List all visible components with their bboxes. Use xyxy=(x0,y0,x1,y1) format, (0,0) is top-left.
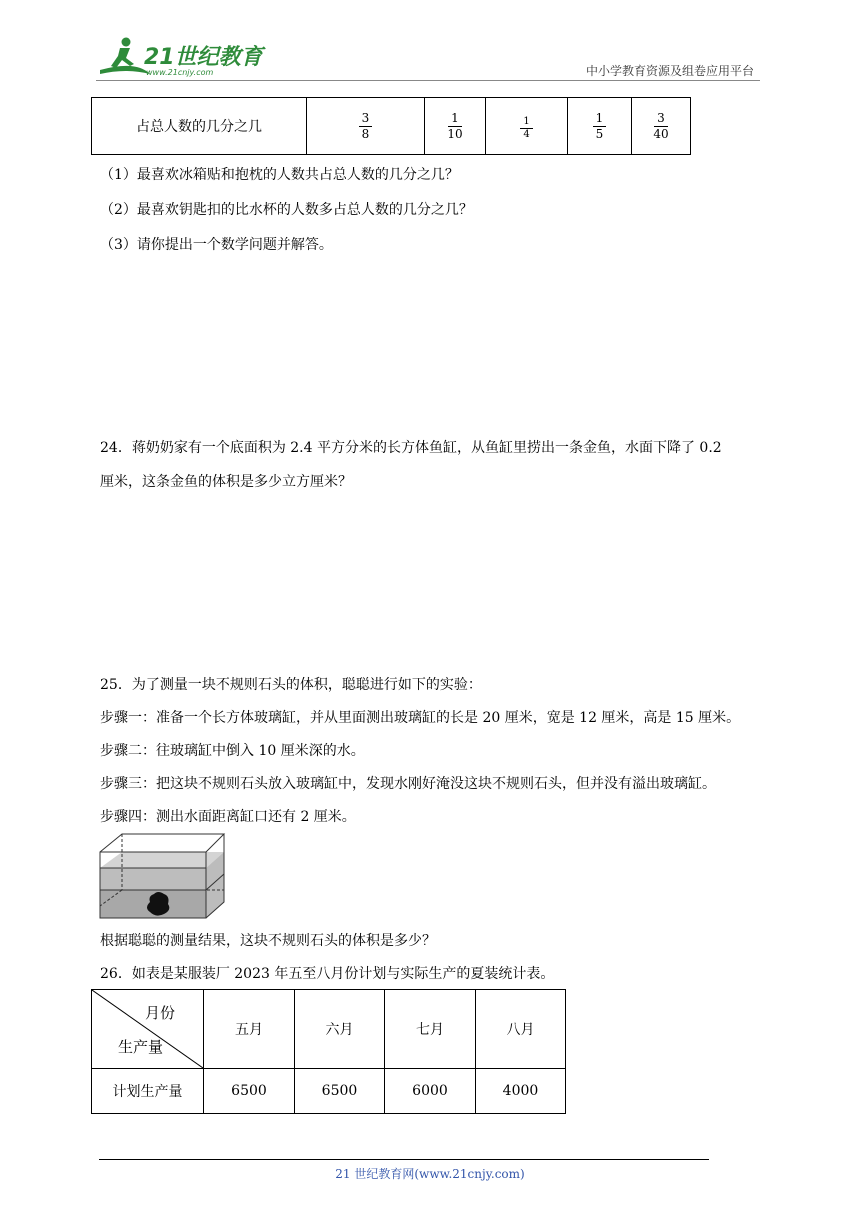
month-header: 七月 xyxy=(385,990,476,1069)
header-divider xyxy=(96,80,760,81)
fraction-table xyxy=(91,97,691,155)
q25-question: 根据聪聪的测量结果，这块不规则石头的体积是多少？ xyxy=(100,933,436,949)
fraction-cell: $\frac{3}{40}$ xyxy=(632,98,691,155)
corner-header-cell xyxy=(92,990,204,1069)
month-header: 八月 xyxy=(476,990,566,1069)
table-row xyxy=(92,98,691,155)
logo-url: www.21cnjy.com xyxy=(146,68,214,77)
glass-tank-figure xyxy=(98,832,228,922)
table-cell: 6500 xyxy=(295,1069,385,1114)
table-row xyxy=(92,1069,566,1114)
table-cell: 6500 xyxy=(204,1069,295,1114)
table-cell: 6000 xyxy=(385,1069,476,1114)
fraction-cell: $\frac{1}{4}$ xyxy=(486,98,568,155)
q23-sub3: （3）请你提出一个数学问题并解答。 xyxy=(100,237,333,253)
row-label: 计划生产量 xyxy=(92,1069,204,1114)
corner-bottom-label: 生产量 xyxy=(118,1038,164,1056)
site-logo xyxy=(96,34,266,78)
platform-name: 中小学教育资源及组卷应用平台 xyxy=(585,64,754,78)
q26-intro: 26．如表是某服装厂 2023 年五至八月份计划与实际生产的夏装统计表。 xyxy=(100,966,555,982)
q25-step1: 步骤一：准备一个长方体玻璃缸，并从里面测出玻璃缸的长是 20 厘米，宽是 12 厘米，高是 15 厘米。 xyxy=(100,710,741,726)
table-row xyxy=(92,990,566,1069)
q24-line1: 24．蒋奶奶家有一个底面积为 2.4 平方分米的长方体鱼缸，从鱼缸里捞出一条金鱼，水面下降了 0.2 xyxy=(100,440,722,456)
production-table xyxy=(91,989,566,1114)
q24-line2: 厘米，这条金鱼的体积是多少立方厘米？ xyxy=(100,474,352,490)
q25-step3: 步骤三：把这块不规则石头放入玻璃缸中，发现水刚好淹没这块不规则石头，但并没有溢出玻璃缸。 xyxy=(100,776,716,792)
fraction-cell: $\frac{1}{10}$ xyxy=(425,98,486,155)
logo-text: 21世纪教育 xyxy=(144,45,263,70)
month-header: 五月 xyxy=(204,990,295,1069)
q23-sub1: （1）最喜欢冰箱贴和抱枕的人数共占总人数的几分之几？ xyxy=(100,167,459,183)
q25-intro: 25．为了测量一块不规则石头的体积，聪聪进行如下的实验： xyxy=(100,677,482,693)
month-header: 六月 xyxy=(295,990,385,1069)
footer-text: 21 世纪教育网(www.21cnjy.com) xyxy=(335,1167,525,1181)
table-cell: 4000 xyxy=(476,1069,566,1114)
corner-top-label: 月份 xyxy=(144,1004,175,1022)
fraction-cell: $\frac{3}{8}$ xyxy=(307,98,425,155)
q25-step4: 步骤四：测出水面距离缸口还有 2 厘米。 xyxy=(100,809,356,825)
footer-divider xyxy=(99,1159,709,1160)
fraction-cell: $\frac{1}{5}$ xyxy=(568,98,632,155)
q23-sub2: （2）最喜欢钥匙扣的比水杯的人数多占总人数的几分之几？ xyxy=(100,202,473,218)
q25-step2: 步骤二：往玻璃缸中倒入 10 厘米深的水。 xyxy=(100,743,365,759)
row-label: 占总人数的几分之几 xyxy=(92,98,307,155)
